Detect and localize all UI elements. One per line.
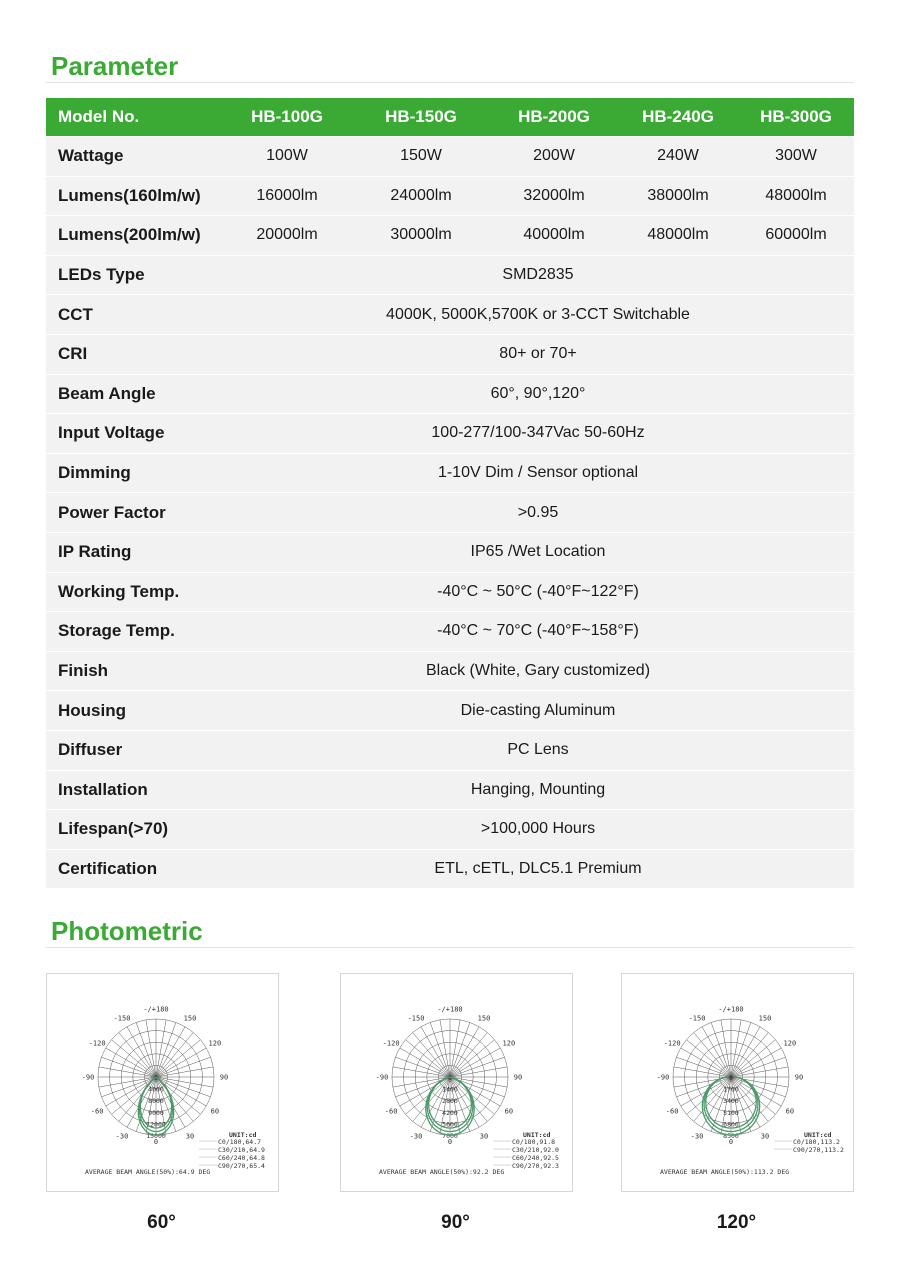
parameter-row xyxy=(46,691,854,731)
parameter-label: IP Rating xyxy=(46,532,222,572)
ring-value-label: 8000 xyxy=(148,1097,164,1106)
parameter-value: PC Lens xyxy=(222,730,854,770)
parameter-value: Die-casting Aluminum xyxy=(222,691,854,731)
parameter-value: 60000lm xyxy=(738,216,854,256)
parameter-value: SMD2835 xyxy=(222,255,854,295)
polar-diagram xyxy=(341,974,572,1191)
parameter-label: LEDs Type xyxy=(46,255,222,295)
parameter-value: -40°C ~ 50°C (-40°F~122°F) xyxy=(222,572,854,612)
angle-tick-label: -120 xyxy=(382,1039,400,1048)
parameter-label: Certification xyxy=(46,849,222,889)
parameter-value: 60°, 90°,120° xyxy=(222,374,854,414)
legend-entry: C60/240,92.5 xyxy=(512,1154,559,1162)
photometric-diagram-card xyxy=(46,973,279,1192)
ring-value-label: 6800 xyxy=(723,1120,739,1129)
header-model: HB-100G xyxy=(222,98,352,137)
parameter-value: 150W xyxy=(352,137,490,177)
angle-tick-label: 0 xyxy=(728,1138,734,1146)
angle-tick-label: 30 xyxy=(479,1132,489,1141)
angle-tick-label: -30 xyxy=(115,1132,129,1141)
parameter-header-row xyxy=(46,98,854,137)
ring-value-label: 7000 xyxy=(442,1132,458,1140)
parameter-label: Working Temp. xyxy=(46,572,222,612)
angle-tick-label: -150 xyxy=(407,1014,425,1023)
parameter-table xyxy=(46,98,854,889)
parameter-label: Dimming xyxy=(46,453,222,493)
angle-tick-label: -60 xyxy=(665,1107,679,1116)
angle-tick-label: -/+180 xyxy=(437,1005,463,1014)
angle-tick-label: 30 xyxy=(185,1132,195,1141)
parameter-value: ETL, cETL, DLC5.1 Premium xyxy=(222,849,854,889)
parameter-row xyxy=(46,414,854,454)
parameter-label: CRI xyxy=(46,334,222,374)
ring-value-label: 1700 xyxy=(723,1085,739,1094)
parameter-label: CCT xyxy=(46,295,222,335)
parameter-label: Finish xyxy=(46,651,222,691)
photometric-title: Photometric xyxy=(51,916,203,946)
parameter-value: 48000lm xyxy=(618,216,738,256)
legend-entry: C30/210,64.9 xyxy=(218,1146,265,1154)
parameter-value: Black (White, Gary customized) xyxy=(222,651,854,691)
ring-value-label: 0 xyxy=(448,1074,452,1082)
angle-tick-label: -60 xyxy=(90,1107,104,1116)
parameter-title-rule xyxy=(46,82,854,83)
parameter-row xyxy=(46,137,854,177)
parameter-value: 1-10V Dim / Sensor optional xyxy=(222,453,854,493)
ring-value-label: 4000 xyxy=(148,1085,164,1094)
parameter-label: Housing xyxy=(46,691,222,731)
angle-tick-label: -30 xyxy=(409,1132,423,1141)
angle-tick-label: -90 xyxy=(656,1073,670,1082)
parameter-row xyxy=(46,770,854,810)
ring-value-label: 12000 xyxy=(146,1120,166,1129)
angle-tick-label: 90 xyxy=(513,1073,523,1082)
parameter-value: 24000lm xyxy=(352,176,490,216)
legend-entry: C90/270,113.2 xyxy=(793,1146,844,1154)
unit-label: UNIT:cd xyxy=(523,1131,551,1139)
parameter-value: 38000lm xyxy=(618,176,738,216)
ring-value-label: 4200 xyxy=(442,1108,458,1117)
angle-tick-label: 120 xyxy=(502,1039,516,1048)
parameter-row xyxy=(46,255,854,295)
parameter-label: Power Factor xyxy=(46,493,222,533)
parameter-value: 100W xyxy=(222,137,352,177)
ring-value-label: 1400 xyxy=(442,1085,458,1094)
angle-tick-label: -30 xyxy=(690,1132,704,1141)
parameter-row xyxy=(46,849,854,889)
parameter-row xyxy=(46,374,854,414)
ring-value-label: 5100 xyxy=(723,1108,739,1117)
angle-tick-label: 150 xyxy=(477,1014,491,1023)
photometric-diagram-card xyxy=(340,973,573,1192)
angle-tick-label: -90 xyxy=(81,1073,95,1082)
parameter-label: Lumens(160lm/w) xyxy=(46,176,222,216)
ring-value-label: 2800 xyxy=(442,1097,458,1106)
header-model-label: Model No. xyxy=(46,98,222,137)
angle-tick-label: -60 xyxy=(384,1107,398,1116)
ring-value-label: 5600 xyxy=(442,1120,458,1129)
parameter-label: Wattage xyxy=(46,137,222,177)
parameter-value: 80+ or 70+ xyxy=(222,334,854,374)
header-model: HB-200G xyxy=(490,98,618,137)
average-beam-angle-text: AVERAGE BEAM ANGLE(50%):113.2 DEG xyxy=(660,1168,790,1176)
parameter-label: Installation xyxy=(46,770,222,810)
ring-value-label: 0 xyxy=(154,1074,158,1082)
angle-tick-label: 90 xyxy=(219,1073,229,1082)
parameter-value: 200W xyxy=(490,137,618,177)
parameter-label: Input Voltage xyxy=(46,414,222,454)
angle-tick-label: -120 xyxy=(88,1039,106,1048)
parameter-value: 30000lm xyxy=(352,216,490,256)
average-beam-angle-text: AVERAGE BEAM ANGLE(50%):64.9 DEG xyxy=(85,1168,211,1176)
photometric-title-rule xyxy=(46,947,854,948)
angle-tick-label: 60 xyxy=(504,1107,514,1116)
header-model: HB-240G xyxy=(618,98,738,137)
angle-tick-label: -120 xyxy=(663,1039,681,1048)
parameter-row xyxy=(46,493,854,533)
legend-entry: C90/270,92.3 xyxy=(512,1162,559,1170)
parameter-row xyxy=(46,176,854,216)
parameter-value: >100,000 Hours xyxy=(222,810,854,850)
unit-label: UNIT:cd xyxy=(804,1131,832,1139)
legend-entry: C60/240,64.8 xyxy=(218,1154,265,1162)
parameter-value: >0.95 xyxy=(222,493,854,533)
angle-tick-label: 150 xyxy=(183,1014,197,1023)
parameter-row xyxy=(46,810,854,850)
parameter-value: 20000lm xyxy=(222,216,352,256)
average-beam-angle-text: AVERAGE BEAM ANGLE(50%):92.2 DEG xyxy=(379,1168,505,1176)
beam-angle-caption: 90° xyxy=(441,1212,470,1233)
header-model: HB-150G xyxy=(352,98,490,137)
angle-tick-label: 60 xyxy=(785,1107,795,1116)
parameter-row xyxy=(46,453,854,493)
parameter-title: Parameter xyxy=(51,51,179,81)
beam-angle-caption: 60° xyxy=(147,1212,176,1233)
legend-entry: C30/210,92.0 xyxy=(512,1146,559,1154)
parameter-value: 240W xyxy=(618,137,738,177)
parameter-row xyxy=(46,612,854,652)
legend-entry: C0/180,64.7 xyxy=(218,1138,262,1146)
ring-value-label: 15000 xyxy=(146,1132,166,1140)
parameter-value: 16000lm xyxy=(222,176,352,216)
parameter-row xyxy=(46,334,854,374)
angle-tick-label: -/+180 xyxy=(718,1005,744,1014)
angle-tick-label: 150 xyxy=(758,1014,772,1023)
angle-tick-label: 120 xyxy=(783,1039,797,1048)
parameter-label: Lumens(200lm/w) xyxy=(46,216,222,256)
legend-entry: C90/270,65.4 xyxy=(218,1162,265,1170)
parameter-label: Diffuser xyxy=(46,730,222,770)
parameter-row xyxy=(46,295,854,335)
angle-tick-label: 30 xyxy=(760,1132,770,1141)
parameter-label: Beam Angle xyxy=(46,374,222,414)
photometric-diagram-card xyxy=(621,973,854,1192)
parameter-row xyxy=(46,730,854,770)
parameter-row xyxy=(46,216,854,256)
parameter-label: Lifespan(>70) xyxy=(46,810,222,850)
polar-diagram xyxy=(622,974,853,1191)
parameter-value: IP65 /Wet Location xyxy=(222,532,854,572)
unit-label: UNIT:cd xyxy=(229,1131,257,1139)
parameter-row xyxy=(46,572,854,612)
parameter-label: Storage Temp. xyxy=(46,612,222,652)
parameter-value: 4000K, 5000K,5700K or 3-CCT Switchable xyxy=(222,295,854,335)
angle-tick-label: -90 xyxy=(375,1073,389,1082)
ring-value-label: 0 xyxy=(729,1074,733,1082)
parameter-value: 48000lm xyxy=(738,176,854,216)
legend-entry: C0/180,91.8 xyxy=(512,1138,556,1146)
parameter-value: -40°C ~ 70°C (-40°F~158°F) xyxy=(222,612,854,652)
angle-tick-label: 0 xyxy=(153,1138,159,1146)
parameter-value: 300W xyxy=(738,137,854,177)
beam-angle-caption: 120° xyxy=(716,1212,757,1233)
ring-value-label: 3400 xyxy=(723,1097,739,1106)
angle-tick-label: -150 xyxy=(688,1014,706,1023)
angle-tick-label: 0 xyxy=(447,1138,453,1146)
parameter-value: 40000lm xyxy=(490,216,618,256)
parameter-value: 32000lm xyxy=(490,176,618,216)
parameter-value: Hanging, Mounting xyxy=(222,770,854,810)
polar-diagram xyxy=(47,974,278,1191)
parameter-value: 100-277/100-347Vac 50-60Hz xyxy=(222,414,854,454)
parameter-row xyxy=(46,651,854,691)
ring-value-label: 8500 xyxy=(723,1132,739,1140)
header-model: HB-300G xyxy=(738,98,854,137)
angle-tick-label: -/+180 xyxy=(143,1005,169,1014)
angle-tick-label: 120 xyxy=(208,1039,222,1048)
legend-entry: C0/180,113.2 xyxy=(793,1138,840,1146)
ring-value-label: 9000 xyxy=(148,1108,164,1117)
angle-tick-label: 90 xyxy=(794,1073,804,1082)
parameter-row xyxy=(46,532,854,572)
angle-tick-label: 60 xyxy=(210,1107,220,1116)
angle-tick-label: -150 xyxy=(113,1014,131,1023)
